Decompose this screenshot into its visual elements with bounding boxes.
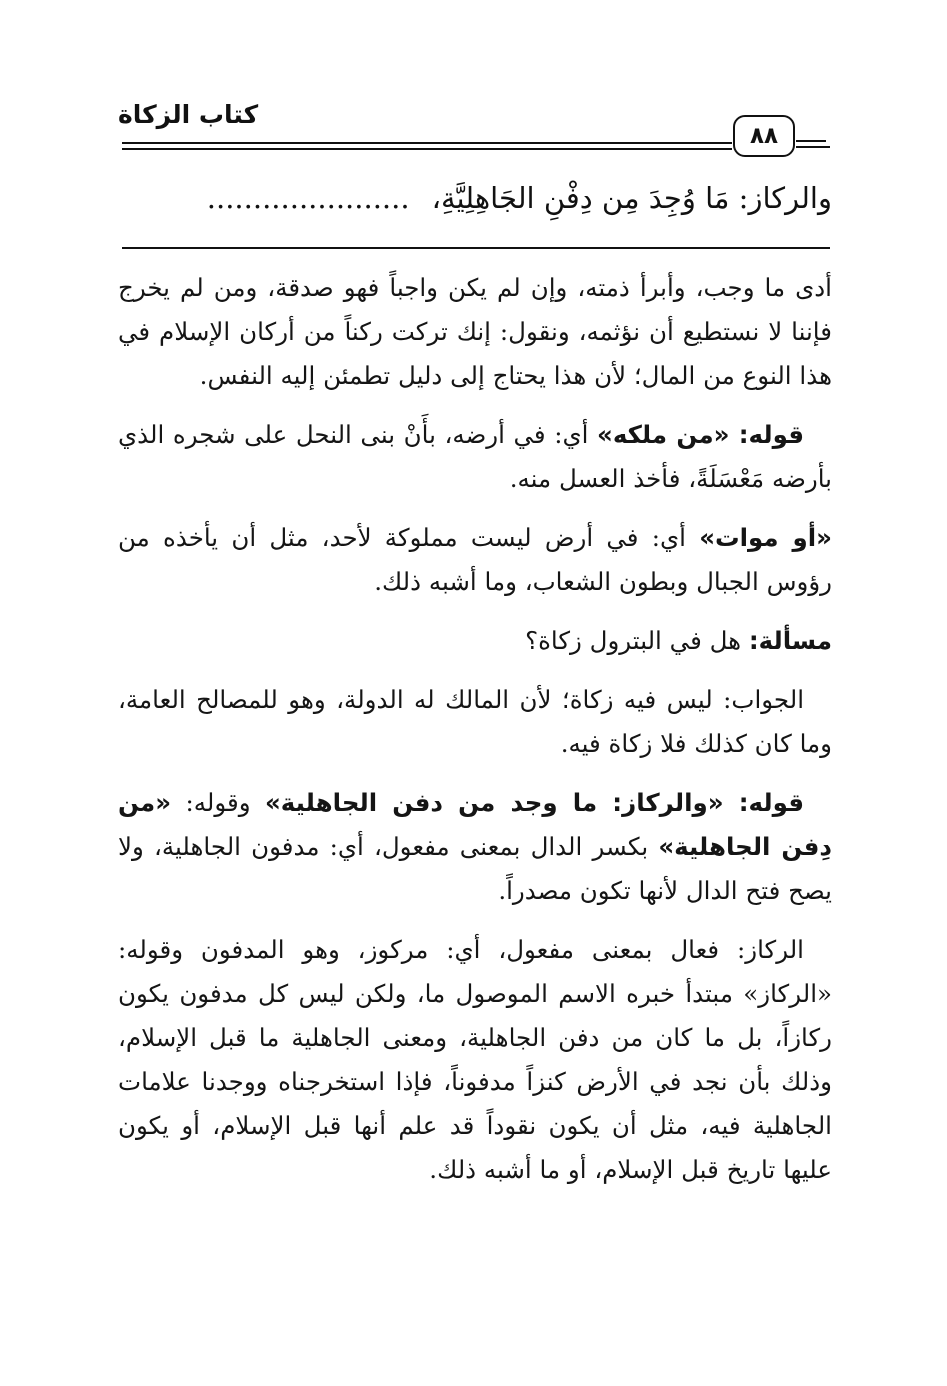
- paragraph-1: أدى ما وجب، وأبرأ ذمته، وإن لم يكن واجباً فهو صدقة، ومن لم يخرج فإننا لا نستطيع أن نؤثمه، ونقول: إنك تركت ركناً من أركان الإسلام في هذا النوع من المال؛ لأن هذا يحتاج إلى دليل تطمئن إليه النفس.: [118, 273, 832, 390]
- commentary: [118, 266, 832, 1192]
- header-rule-top: [122, 142, 732, 144]
- matn-line: [118, 172, 832, 224]
- paragraph-2: قوله: «من ملكه» أي: في أرضه، بأَنْ بنى النحل على شجره الذي بأرضه مَعْسَلَةً، فأخذ العسل منه.: [118, 420, 832, 493]
- header-tail-rule-1: [796, 140, 826, 142]
- page-number: ٨٨: [733, 115, 795, 157]
- paragraph-3-lead: «أو موات»: [699, 523, 833, 552]
- running-title: كتاب الزكاة: [118, 100, 259, 129]
- paragraph-7: الركاز: فعال بمعنى مفعول، أي: مركوز، وهو المدفون وقوله: «الركاز» مبتدأ خبره الاسم الموصول ما، ولكن ليس كل مدفون يكون ركازاً، بل ما كان من دفن الجاهلية، ومعنى الجاهلية ما قبل الإسلام، وذلك بأن نجد في الأرض كنزاً مدفوناً، فإذا استخرجناه ووجدنا علامات الجاهلية فيه، مثل أن يكون نقوداً قد علم أنها قبل الإسلام، أو يكون عليها تاريخ قبل الإسلام، أو ما أشبه ذلك.: [118, 935, 832, 1184]
- matn-divider: [122, 247, 830, 249]
- paragraph-4: مسألة: هل في البترول زكاة؟: [525, 626, 832, 655]
- header-rule-bottom: [122, 148, 732, 150]
- paragraph-6: قوله: «والركاز: ما وجد من دفن الجاهلية» وقوله: «من دِفن الجاهلية» بكسر الدال بمعنى مفعول، أي: مدفون الجاهلية، ولا يصح فتح الدال لأنها تكون مصدراً.: [118, 788, 832, 905]
- matn-text: والركاز: مَا وُجِدَ مِن دِفْنِ الجَاهِلِيَّةِ،: [431, 181, 832, 215]
- paragraph-6-lead: قوله: «والركاز: ما وجد من دفن الجاهلية»: [264, 788, 804, 817]
- paragraph-3: «أو موات» أي: في أرض ليست مملوكة لأحد، مثل أن يأخذه من رؤوس الجبال وبطون الشعاب، وما أشبه ذلك.: [118, 523, 833, 596]
- header-tail-rule-2: [796, 146, 830, 148]
- paragraph-2-lead: قوله: «من ملكه»: [597, 420, 805, 449]
- paragraph-6-lead-2: «من دِفن الجاهلية»: [118, 788, 832, 861]
- matn-dots: ......................: [206, 181, 410, 215]
- paragraph-4-lead: مسألة:: [748, 626, 832, 655]
- paragraph-5: الجواب: ليس فيه زكاة؛ لأن المالك له الدولة، وهو للمصالح العامة، وما كان كذلك فلا زكاة فيه.: [118, 685, 832, 758]
